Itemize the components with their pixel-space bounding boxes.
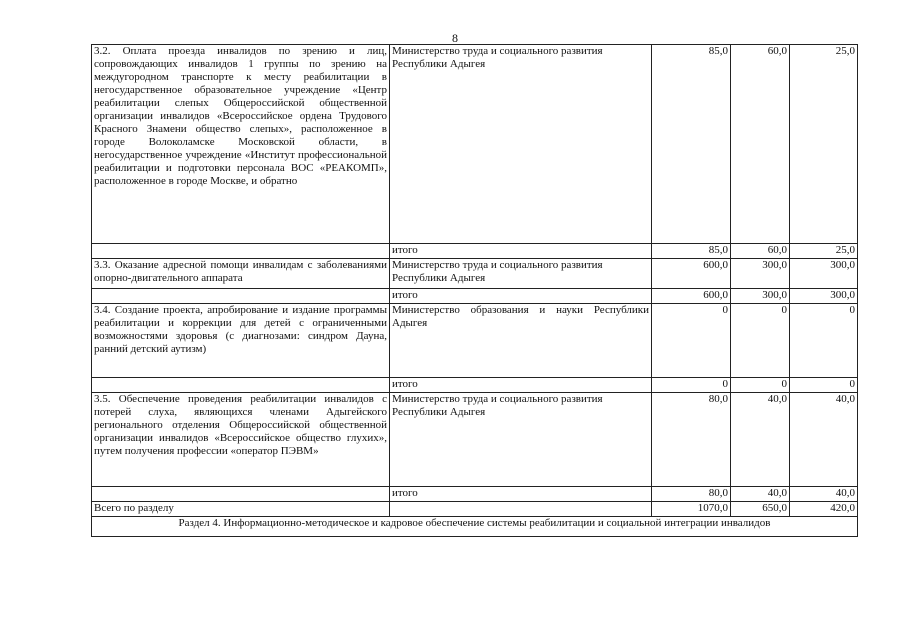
total-cell: 0	[652, 304, 731, 378]
empty-cell	[92, 378, 390, 393]
value-cell-2: 0	[790, 304, 858, 378]
value-cell-1: 0	[731, 378, 790, 393]
value-cell-2: 25,0	[790, 45, 858, 244]
value-cell-2: 300,0	[790, 289, 858, 304]
value-cell-2: 25,0	[790, 244, 858, 259]
total-cell: 85,0	[652, 244, 731, 259]
empty-cell	[92, 289, 390, 304]
empty-cell	[92, 244, 390, 259]
value-cell-1: 0	[731, 304, 790, 378]
table-row-itogo	[92, 244, 858, 259]
itogo-label: итого	[390, 289, 652, 304]
total-cell: 1070,0	[652, 502, 731, 517]
table-row-section-total	[92, 502, 858, 517]
value-cell-1: 60,0	[731, 244, 790, 259]
total-cell: 0	[652, 378, 731, 393]
value-cell-1: 300,0	[731, 289, 790, 304]
table-row-section-heading	[92, 517, 858, 537]
itogo-label: итого	[390, 487, 652, 502]
value-cell-1: 650,0	[731, 502, 790, 517]
value-cell-1: 60,0	[731, 45, 790, 244]
total-cell: 80,0	[652, 487, 731, 502]
empty-cell	[92, 487, 390, 502]
table-row-itogo	[92, 289, 858, 304]
table-row-3-5	[92, 393, 858, 487]
total-cell: 85,0	[652, 45, 731, 244]
value-cell-2: 300,0	[790, 259, 858, 289]
value-cell-2: 420,0	[790, 502, 858, 517]
activity-description: 3.3. Оказание адресной помощи инвалидам с заболеваниями опорно-двигательного аппарата	[92, 259, 390, 289]
value-cell-1: 300,0	[731, 259, 790, 289]
table-row-3-4	[92, 304, 858, 378]
section-total-label: Всего по разделу	[92, 502, 390, 517]
value-cell-1: 40,0	[731, 487, 790, 502]
itogo-label: итого	[390, 378, 652, 393]
executor-cell: Министерство образования и науки Республики Адыгея	[390, 304, 652, 378]
activity-description: 3.2. Оплата проезда инвалидов по зрению и лиц, сопровождающих инвалидов 1 группы по зрению на междугородном транспорте к месту реабилитации в негосударственное образовательное учреждение «Центр реабилитации слепых Общероссийской общественной организации инвалидов «Всероссийское ордена Трудового Красного Знамени общество слепых», расположенное в городе Волоколамске Московской области, в негосударственное учреждение «Институт профессиональной реабилитации и подготовки персонала ВОС «РЕАКОМП», расположенное в городе Москве, и обратно	[92, 45, 390, 244]
value-cell-1: 40,0	[731, 393, 790, 487]
table-row-itogo	[92, 487, 858, 502]
program-table	[91, 44, 858, 537]
table-row-3-3	[92, 259, 858, 289]
value-cell-2: 40,0	[790, 487, 858, 502]
executor-cell: Министерство труда и социального развития Республики Адыгея	[390, 45, 652, 244]
value-cell-2: 0	[790, 378, 858, 393]
page-number: 8	[452, 31, 458, 45]
activity-description: 3.5. Обеспечение проведения реабилитации инвалидов с потерей слуха, являющихся членами Адыгейского регионального отделения Общероссийской общественной организации инвалидов «Всероссийское общество глухих», путем получения профессии «оператор ПЭВМ»	[92, 393, 390, 487]
activity-description: 3.4. Создание проекта, апробирование и издание программы реабилитации и коррекции для детей с ограниченными возможностями здоровья (с диагнозами: синдром Дауна, ранний детский аутизм)	[92, 304, 390, 378]
table-row-itogo	[92, 378, 858, 393]
executor-cell: Министерство труда и социального развития Республики Адыгея	[390, 259, 652, 289]
total-cell: 600,0	[652, 289, 731, 304]
section-heading: Раздел 4. Информационно-методическое и кадровое обеспечение системы реабилитации и социальной интеграции инвалидов	[92, 517, 858, 537]
value-cell-2: 40,0	[790, 393, 858, 487]
total-cell: 600,0	[652, 259, 731, 289]
table-row-3-2	[92, 45, 858, 244]
itogo-label: итого	[390, 244, 652, 259]
executor-cell: Министерство труда и социального развития Республики Адыгея	[390, 393, 652, 487]
total-cell: 80,0	[652, 393, 731, 487]
empty-cell	[390, 502, 652, 517]
